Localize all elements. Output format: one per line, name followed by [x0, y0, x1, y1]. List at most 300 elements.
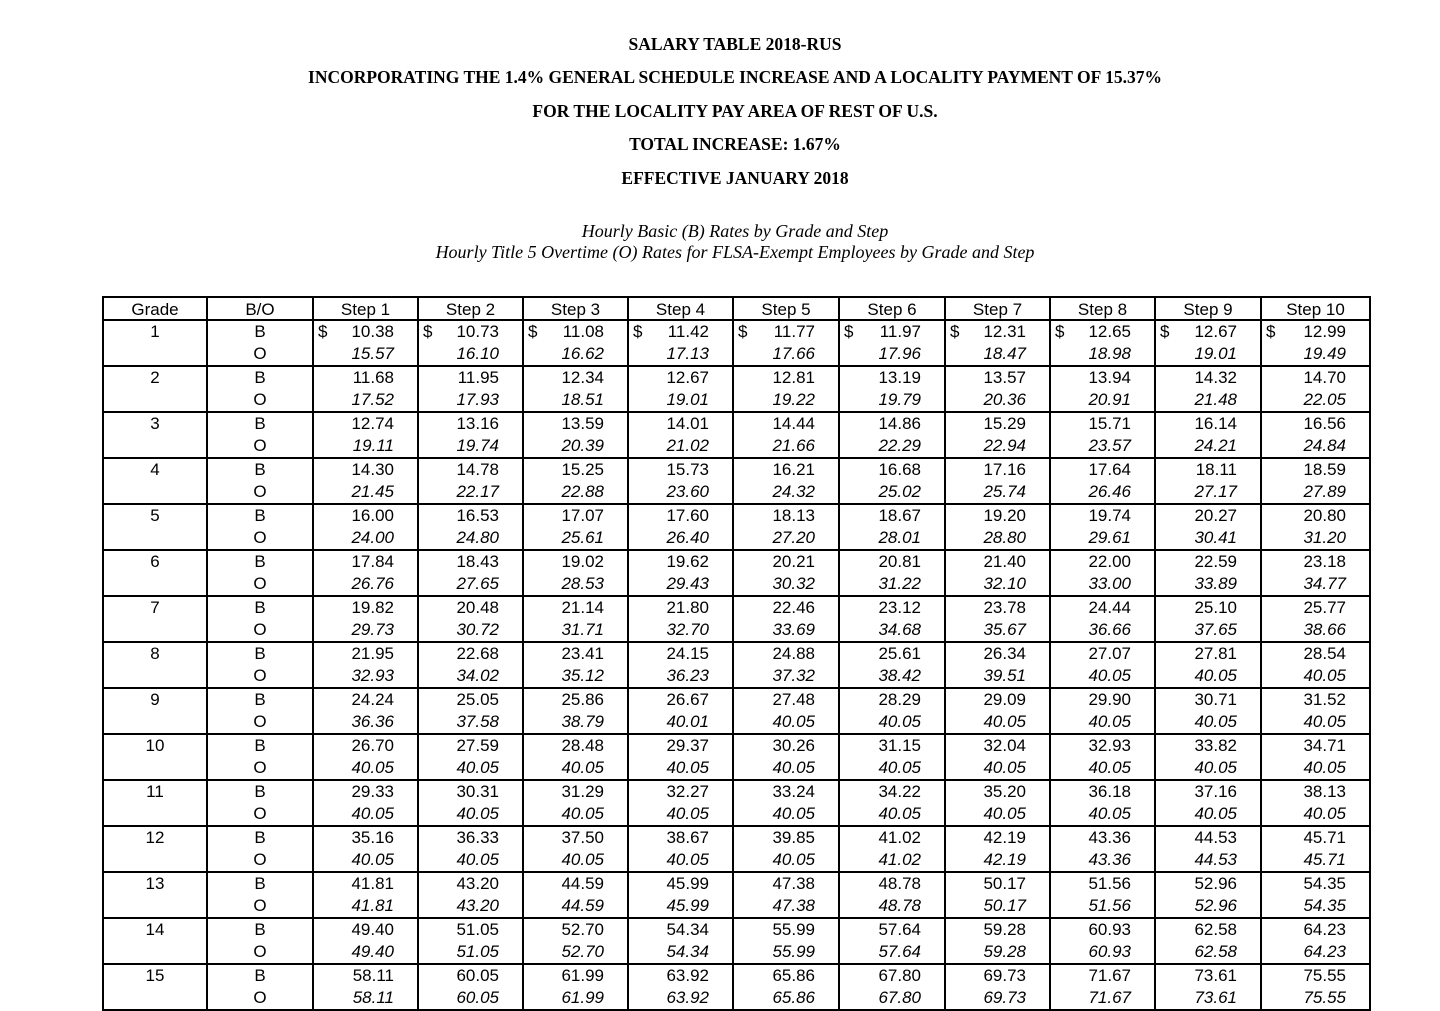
- overtime-rate-value: 45.99: [666, 896, 709, 915]
- overtime-rate-value: 41.81: [351, 896, 394, 915]
- overtime-rate-value: 35.12: [561, 666, 604, 685]
- overtime-rate-value: 37.65: [1194, 620, 1237, 639]
- step-8-cell: [1050, 458, 1155, 504]
- step-9-cell: [1155, 688, 1261, 734]
- overtime-rate-value: 26.76: [351, 574, 394, 593]
- basic-rate: [419, 321, 522, 343]
- basic-rate-value: 63.92: [666, 966, 709, 985]
- basic-rate: [629, 735, 732, 757]
- overtime-rate: [314, 757, 417, 779]
- overtime-rate-value: 40.05: [351, 758, 394, 777]
- step-5-cell: [733, 504, 839, 550]
- overtime-rate: [1262, 895, 1369, 917]
- basic-rate-value: 25.77: [1303, 598, 1346, 617]
- basic-rate: [946, 689, 1049, 711]
- basic-rate-value: 22.46: [772, 598, 815, 617]
- basic-rate: [734, 643, 838, 665]
- overtime-rate: [734, 619, 838, 641]
- basic-rate: [1156, 919, 1260, 941]
- overtime-rate: [840, 573, 944, 595]
- basic-rate: [1262, 689, 1369, 711]
- overtime-rate-value: 17.66: [772, 344, 815, 363]
- basic-rate: [314, 827, 417, 849]
- basic-rate-value: 29.90: [1088, 690, 1131, 709]
- step-7-cell: [945, 918, 1050, 964]
- overtime-rate: [1156, 803, 1260, 825]
- dollar-sign: $: [1160, 322, 1170, 341]
- table-row: [103, 642, 1370, 688]
- overtime-rate-value: 24.00: [351, 528, 394, 547]
- basic-rate: [314, 597, 417, 619]
- overtime-rate: [946, 941, 1049, 963]
- step-7-cell: [945, 688, 1050, 734]
- step-3-cell: [523, 688, 628, 734]
- step-4-cell: [628, 320, 733, 366]
- overtime-rate-value: 29.73: [351, 620, 394, 639]
- basic-rate-value: 25.86: [561, 690, 604, 709]
- overtime-rate: [1051, 757, 1154, 779]
- overtime-rate: [1262, 711, 1369, 733]
- basic-rate-value: 37.16: [1194, 782, 1237, 801]
- step-1-cell: [313, 642, 418, 688]
- basic-rate: [419, 689, 522, 711]
- grade-cell: [103, 872, 207, 918]
- basic-rate-value: 21.14: [561, 598, 604, 617]
- overtime-rate: [1262, 619, 1369, 641]
- step-6-cell: [839, 964, 945, 1010]
- basic-rate: [946, 597, 1049, 619]
- overtime-rate-value: 38.66: [1303, 620, 1346, 639]
- overtime-rate: [524, 941, 627, 963]
- basic-rate: [419, 781, 522, 803]
- overtime-rate: [1051, 389, 1154, 411]
- basic-rate: [946, 919, 1049, 941]
- step-4-cell: [628, 872, 733, 918]
- column-header-step-4: Step 4: [628, 297, 733, 320]
- overtime-rate-value: 30.32: [772, 574, 815, 593]
- step-8-cell: [1050, 872, 1155, 918]
- overtime-rate-value: 18.98: [1088, 344, 1131, 363]
- basic-rate-value: 33.82: [1194, 736, 1237, 755]
- overtime-rate: [1156, 389, 1260, 411]
- overtime-rate-value: 40.05: [456, 850, 499, 869]
- overtime-rate-value: 27.65: [456, 574, 499, 593]
- basic-rate-value: 19.62: [666, 552, 709, 571]
- overtime-rate-value: 28.53: [561, 574, 604, 593]
- overtime-label: O: [253, 804, 267, 823]
- overtime-rate-value: 24.32: [772, 482, 815, 501]
- overtime-rate: [734, 895, 838, 917]
- grade-cell: [103, 734, 207, 780]
- step-1-cell: [313, 826, 418, 872]
- basic-rate-value: 47.38: [772, 874, 815, 893]
- basic-rate: [1262, 643, 1369, 665]
- basic-rate-value: 30.71: [1194, 690, 1237, 709]
- basic-rate-value: 22.68: [456, 644, 499, 663]
- basic-rate: [840, 965, 944, 987]
- bo-cell: [207, 642, 313, 688]
- grade-cell: [103, 964, 207, 1010]
- overtime-rate: [419, 711, 522, 733]
- overtime-rate-value: 64.23: [1303, 942, 1346, 961]
- table-title: SALARY TABLE 2018-RUS: [628, 34, 842, 54]
- step-4-cell: [628, 366, 733, 412]
- basic-rate-value: 27.81: [1194, 644, 1237, 663]
- basic-rate: [946, 827, 1049, 849]
- overtime-rate: [419, 849, 522, 871]
- basic-rate: [734, 459, 838, 481]
- basic-rate-value: 16.56: [1303, 414, 1346, 433]
- basic-rate: [1051, 873, 1154, 895]
- basic-rate-value: 26.34: [983, 644, 1026, 663]
- dollar-sign: $: [950, 322, 960, 341]
- basic-rate: [1051, 413, 1154, 435]
- basic-rate: [1262, 367, 1369, 389]
- grade-cell: [103, 642, 207, 688]
- basic-rate-value: 25.61: [878, 644, 921, 663]
- basic-rate-value: 35.20: [983, 782, 1026, 801]
- step-10-cell: [1261, 688, 1370, 734]
- overtime-rate-value: 37.32: [772, 666, 815, 685]
- step-8-cell: [1050, 688, 1155, 734]
- basic-rate-value: 28.29: [878, 690, 921, 709]
- dollar-sign: $: [738, 322, 748, 341]
- step-3-cell: [523, 366, 628, 412]
- overtime-rate-value: 34.02: [456, 666, 499, 685]
- basic-rate-value: 11.97: [879, 322, 921, 341]
- basic-rate-value: 45.71: [1303, 828, 1346, 847]
- table-row: [103, 458, 1370, 504]
- basic-rate: [1262, 597, 1369, 619]
- step-7-cell: [945, 366, 1050, 412]
- overtime-rate: [1051, 619, 1154, 641]
- basic-rate-value: 26.67: [666, 690, 709, 709]
- overtime-label: O: [253, 896, 267, 915]
- grade-value: 13: [145, 874, 165, 893]
- basic-rate-value: 18.13: [772, 506, 815, 525]
- table-row: [103, 826, 1370, 872]
- basic-rate: [1156, 965, 1260, 987]
- basic-rate-value: 12.67: [666, 368, 709, 387]
- basic-rate-value: 67.80: [878, 966, 921, 985]
- step-9-cell: [1155, 918, 1261, 964]
- table-row: [103, 964, 1370, 1010]
- overtime-rate: [946, 803, 1049, 825]
- overtime-rate: [419, 987, 522, 1009]
- column-header-step-9: Step 9: [1155, 297, 1261, 320]
- basic-rate: [314, 551, 417, 573]
- basic-rate-value: 51.05: [456, 920, 499, 939]
- basic-rate: [419, 459, 522, 481]
- basic-rate: [1156, 689, 1260, 711]
- overtime-rate-value: 32.10: [983, 574, 1026, 593]
- overtime-rate: [1262, 343, 1369, 365]
- step-9-cell: [1155, 504, 1261, 550]
- step-4-cell: [628, 826, 733, 872]
- overtime-rate: [734, 435, 838, 457]
- basic-rate: [840, 459, 944, 481]
- basic-rate: [1262, 505, 1369, 527]
- overtime-rate-value: 40.01: [666, 712, 709, 731]
- grade-value: 2: [150, 368, 160, 387]
- grade-value: 7: [150, 598, 160, 617]
- dollar-sign: $: [633, 322, 643, 341]
- overtime-rate: [629, 435, 732, 457]
- overtime-rate-value: 27.20: [772, 528, 815, 547]
- overtime-rate: [524, 757, 627, 779]
- step-6-cell: [839, 826, 945, 872]
- basic-rate-value: 32.27: [666, 782, 709, 801]
- table-row: [103, 780, 1370, 826]
- step-4-cell: [628, 688, 733, 734]
- basic-rate-value: 13.59: [561, 414, 604, 433]
- basic-rate: [734, 505, 838, 527]
- basic-rate-value: 23.18: [1303, 552, 1346, 571]
- column-header-step-7: Step 7: [945, 297, 1050, 320]
- step-7-cell: [945, 734, 1050, 780]
- overtime-rate-value: 62.58: [1194, 942, 1237, 961]
- grade-cell: [103, 826, 207, 872]
- table-row: [103, 596, 1370, 642]
- basic-rate: [419, 367, 522, 389]
- basic-rate-value: 30.26: [772, 736, 815, 755]
- basic-rate: [1051, 919, 1154, 941]
- step-3-cell: [523, 642, 628, 688]
- overtime-rate: [1156, 895, 1260, 917]
- overtime-rate-value: 26.46: [1088, 482, 1131, 501]
- overtime-rate: [946, 481, 1049, 503]
- grade-value: 12: [145, 828, 165, 847]
- overtime-rate: [734, 941, 838, 963]
- overtime-rate-value: 22.94: [983, 436, 1026, 455]
- basic-rate-value: 15.29: [983, 414, 1026, 433]
- dollar-sign: $: [318, 322, 328, 341]
- bo-cell: [207, 366, 313, 412]
- basic-rate-value: 55.99: [772, 920, 815, 939]
- basic-rate-value: 19.20: [983, 506, 1026, 525]
- overtime-rate-value: 36.36: [351, 712, 394, 731]
- overtime-rate: [629, 665, 732, 687]
- basic-rate: [419, 597, 522, 619]
- overtime-rate-value: 23.57: [1088, 436, 1131, 455]
- basic-rate-value: 11.95: [457, 368, 499, 387]
- overtime-rate: [734, 527, 838, 549]
- column-header-step-2: Step 2: [418, 297, 523, 320]
- basic-rate: [524, 689, 627, 711]
- overtime-label: O: [253, 482, 267, 501]
- basic-rate-value: 12.74: [351, 414, 394, 433]
- overtime-rate-value: 49.40: [351, 942, 394, 961]
- increase-description: INCORPORATING THE 1.4% GENERAL SCHEDULE INCREASE AND A LOCALITY PAYMENT OF 15.37%: [308, 67, 1162, 87]
- basic-rate-value: 23.41: [561, 644, 604, 663]
- overtime-rate-value: 40.05: [772, 712, 815, 731]
- basic-rate-value: 30.31: [456, 782, 499, 801]
- overtime-rate-value: 63.92: [666, 988, 709, 1007]
- basic-rate: [629, 873, 732, 895]
- overtime-rate-value: 20.91: [1088, 390, 1131, 409]
- basic-rate-value: 58.11: [352, 966, 394, 985]
- basic-rate: [419, 551, 522, 573]
- overtime-rate: [1262, 389, 1369, 411]
- overtime-rate-value: 33.00: [1088, 574, 1131, 593]
- step-5-cell: [733, 550, 839, 596]
- basic-rate-value: 71.67: [1088, 966, 1131, 985]
- overtime-rate: [946, 435, 1049, 457]
- overtime-rate-value: 69.73: [983, 988, 1026, 1007]
- basic-rate-value: 24.44: [1088, 598, 1131, 617]
- bo-cell: [207, 872, 313, 918]
- overtime-rate: [1156, 481, 1260, 503]
- basic-rate-value: 12.81: [772, 368, 815, 387]
- basic-rate: [419, 413, 522, 435]
- grade-value: 8: [150, 644, 160, 663]
- overtime-rate: [629, 527, 732, 549]
- basic-rate: [419, 873, 522, 895]
- overtime-rate: [314, 987, 417, 1009]
- basic-rate-value: 13.94: [1088, 368, 1131, 387]
- overtime-rate: [419, 757, 522, 779]
- overtime-rate-value: 17.13: [666, 344, 709, 363]
- grade-cell: [103, 688, 207, 734]
- step-3-cell: [523, 596, 628, 642]
- column-header-step-6: Step 6: [839, 297, 945, 320]
- basic-rate-value: 21.80: [666, 598, 709, 617]
- step-8-cell: [1050, 412, 1155, 458]
- step-9-cell: [1155, 780, 1261, 826]
- step-1-cell: [313, 688, 418, 734]
- overtime-rate: [629, 849, 732, 871]
- step-4-cell: [628, 550, 733, 596]
- overtime-rate: [840, 757, 944, 779]
- basic-rate-value: 29.37: [666, 736, 709, 755]
- grade-cell: [103, 550, 207, 596]
- overtime-rate-value: 40.05: [1194, 666, 1237, 685]
- overtime-rate: [419, 389, 522, 411]
- basic-rate: [629, 919, 732, 941]
- dollar-sign: $: [1266, 322, 1276, 341]
- step-1-cell: [313, 320, 418, 366]
- step-2-cell: [418, 504, 523, 550]
- overtime-rate-value: 25.02: [878, 482, 921, 501]
- basic-rate: [1051, 505, 1154, 527]
- step-3-cell: [523, 872, 628, 918]
- overtime-label: O: [253, 712, 267, 731]
- basic-rate: [419, 919, 522, 941]
- overtime-rate-value: 17.93: [456, 390, 499, 409]
- overtime-rate-value: 61.99: [561, 988, 604, 1007]
- step-4-cell: [628, 412, 733, 458]
- overtime-rate: [524, 573, 627, 595]
- step-8-cell: [1050, 964, 1155, 1010]
- basic-rate-value: 19.02: [561, 552, 604, 571]
- step-10-cell: [1261, 366, 1370, 412]
- basic-rate: [314, 643, 417, 665]
- basic-rate-value: 32.93: [1088, 736, 1131, 755]
- overtime-rate: [734, 711, 838, 733]
- overtime-rate: [1051, 895, 1154, 917]
- overtime-rate: [524, 527, 627, 549]
- overtime-rate-value: 19.49: [1303, 344, 1346, 363]
- overtime-rate: [1051, 849, 1154, 871]
- basic-rate: [840, 781, 944, 803]
- overtime-rate-value: 34.77: [1303, 574, 1346, 593]
- overtime-rate-value: 16.62: [561, 344, 604, 363]
- step-3-cell: [523, 826, 628, 872]
- overtime-rate-value: 21.66: [772, 436, 815, 455]
- basic-rate-value: 62.58: [1194, 920, 1237, 939]
- overtime-rate-value: 40.05: [351, 850, 394, 869]
- overtime-rate-value: 22.17: [456, 482, 499, 501]
- overtime-rate-value: 39.51: [983, 666, 1026, 685]
- basic-rate-value: 17.07: [561, 506, 604, 525]
- overtime-rate-value: 20.39: [561, 436, 604, 455]
- step-6-cell: [839, 734, 945, 780]
- basic-rate: [946, 643, 1049, 665]
- locality-area: FOR THE LOCALITY PAY AREA OF REST OF U.S.: [532, 101, 938, 121]
- overtime-rate: [524, 711, 627, 733]
- basic-rate: [946, 413, 1049, 435]
- overtime-rate: [1051, 343, 1154, 365]
- basic-rate: [1156, 321, 1260, 343]
- basic-rate-value: 13.16: [456, 414, 499, 433]
- overtime-rate-value: 36.66: [1088, 620, 1131, 639]
- effective-date: EFFECTIVE JANUARY 2018: [621, 168, 849, 188]
- basic-rate-value: 39.85: [772, 828, 815, 847]
- overtime-rate-value: 54.35: [1303, 896, 1346, 915]
- table-row: [103, 872, 1370, 918]
- basic-label: B: [254, 690, 266, 709]
- table-header-row: [103, 297, 1370, 320]
- overtime-rate: [1262, 573, 1369, 595]
- basic-rate-value: 14.01: [666, 414, 709, 433]
- basic-rate: [1262, 459, 1369, 481]
- overtime-rate-value: 40.05: [772, 850, 815, 869]
- basic-rate: [946, 781, 1049, 803]
- overtime-rate-value: 51.05: [456, 942, 499, 961]
- step-3-cell: [523, 320, 628, 366]
- overtime-label: O: [253, 850, 267, 869]
- overtime-rate: [419, 895, 522, 917]
- step-5-cell: [733, 366, 839, 412]
- basic-rate-value: 34.71: [1303, 736, 1346, 755]
- step-1-cell: [313, 596, 418, 642]
- step-2-cell: [418, 688, 523, 734]
- basic-rate: [1156, 413, 1260, 435]
- step-1-cell: [313, 872, 418, 918]
- basic-rate: [419, 965, 522, 987]
- basic-rate-value: 38.13: [1303, 782, 1346, 801]
- basic-rate: [840, 919, 944, 941]
- basic-rate-value: 12.99: [1303, 322, 1346, 341]
- basic-rate-value: 15.73: [666, 460, 709, 479]
- overtime-rate: [1262, 665, 1369, 687]
- column-header-step-5: Step 5: [733, 297, 839, 320]
- overtime-rate: [1156, 573, 1260, 595]
- overtime-rate-value: 21.48: [1194, 390, 1237, 409]
- basic-rate-value: 48.78: [878, 874, 921, 893]
- overtime-rate-value: 28.01: [878, 528, 921, 547]
- overtime-rate-value: 19.79: [878, 390, 921, 409]
- overtime-rate-value: 29.61: [1088, 528, 1131, 547]
- basic-rate-value: 12.34: [561, 368, 604, 387]
- overtime-rate-value: 18.51: [561, 390, 604, 409]
- overtime-rate: [524, 389, 627, 411]
- basic-rate-value: 60.05: [456, 966, 499, 985]
- overtime-rate-value: 19.74: [456, 436, 499, 455]
- basic-rate: [524, 643, 627, 665]
- overtime-rate: [840, 619, 944, 641]
- step-7-cell: [945, 642, 1050, 688]
